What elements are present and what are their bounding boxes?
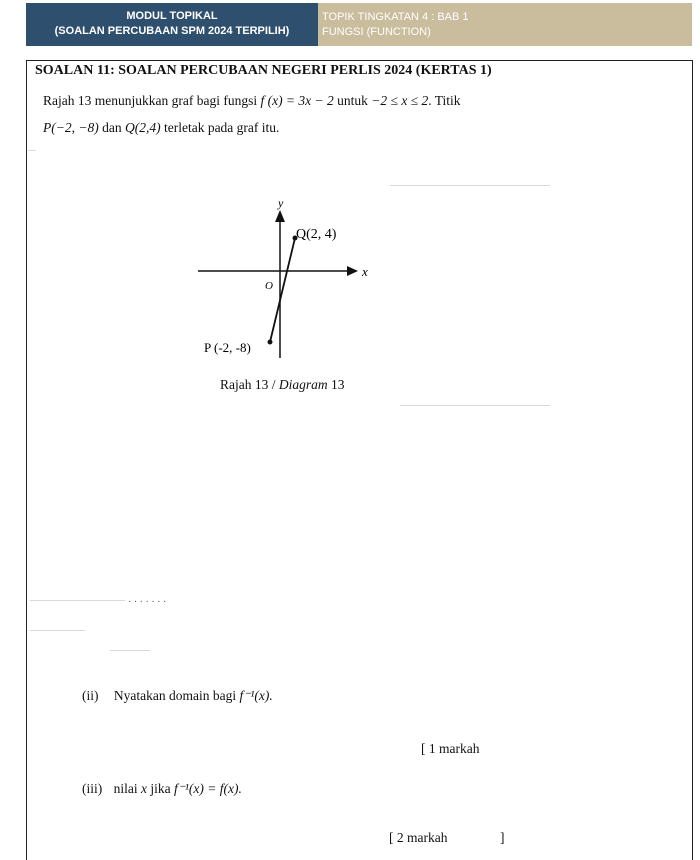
question-text-line1 [43, 93, 461, 109]
scan-dots: · · · · · · · [128, 597, 167, 608]
q-text-c: . Titik [428, 93, 461, 108]
y-axis-arrow-icon [275, 210, 285, 222]
module-label [26, 3, 318, 46]
module-title: MODUL TOPIKAL [126, 10, 218, 22]
part-iii-x: x [141, 781, 147, 796]
x-axis-label: x [362, 264, 368, 279]
marks-iii: [ 2 markah [389, 830, 448, 845]
q-text-b: untuk [337, 93, 368, 108]
question-frame [26, 60, 693, 860]
part-iii-number: (iii) [82, 781, 103, 796]
point-p-label: P (-2, -8) [204, 340, 251, 355]
caption-a: Rajah 13 / [220, 377, 279, 392]
part-ii [82, 688, 273, 704]
question-title: SOALAN 11: SOALAN PERCUBAAN NEGERI PERLIS 2024 (KERTAS 1) [35, 63, 492, 78]
scan-fragment [390, 185, 550, 186]
caption-c: 13 [327, 377, 345, 392]
module-subtitle: (SOALAN PERCUBAAN SPM 2024 TERPILIH) [54, 25, 290, 37]
part-iii-text-a: nilai [113, 781, 138, 796]
origin-label: O [265, 280, 273, 292]
scan-fragment [110, 650, 150, 651]
x-axis-arrow-icon [347, 266, 358, 276]
domain-range: −2 ≤ x ≤ 2 [371, 93, 429, 108]
scan-fragment [30, 600, 125, 601]
topic-subtitle: FUNGSI (FUNCTION) [322, 26, 431, 38]
diagram-caption [220, 377, 345, 393]
topic-line: TOPIK TINGKATAN 4 : BAB 1 [322, 11, 469, 23]
function-graph [190, 190, 390, 370]
marks-iii-bracket: ] [500, 830, 505, 845]
point-q-text: Q(2,4) [124, 120, 161, 135]
marks-ii: [ 1 markah [421, 741, 480, 756]
q-text-a: Rajah 13 menunjukkan graf bagi fungsi [43, 93, 258, 108]
graph-line [270, 238, 295, 342]
part-ii-text: Nyatakan domain bagi [113, 688, 237, 703]
caption-b: Diagram [278, 377, 328, 392]
scan-fragment [400, 405, 550, 406]
y-axis-label: y [278, 196, 284, 210]
part-ii-number: (ii) [82, 688, 99, 703]
page-header [26, 3, 692, 46]
part-iii-expression: f⁻¹(x) = f(x). [174, 781, 242, 796]
point-p-marker [268, 340, 273, 345]
point-q-label: Q(2, 4) [296, 227, 337, 242]
scan-fragment [28, 150, 36, 151]
part-iii-text-b: jika [150, 781, 171, 796]
question-text-line2 [43, 120, 279, 136]
q-text-and: dan [102, 120, 122, 135]
part-ii-expression: f⁻¹(x). [239, 688, 273, 703]
topic-label [318, 3, 692, 46]
part-iii [82, 781, 242, 797]
q-text-end: terletak pada graf itu. [163, 120, 280, 135]
function-expression: f (x) = 3x − 2 [260, 93, 334, 108]
point-p-text: P(−2, −8) [43, 120, 99, 135]
scan-fragment [30, 630, 85, 631]
